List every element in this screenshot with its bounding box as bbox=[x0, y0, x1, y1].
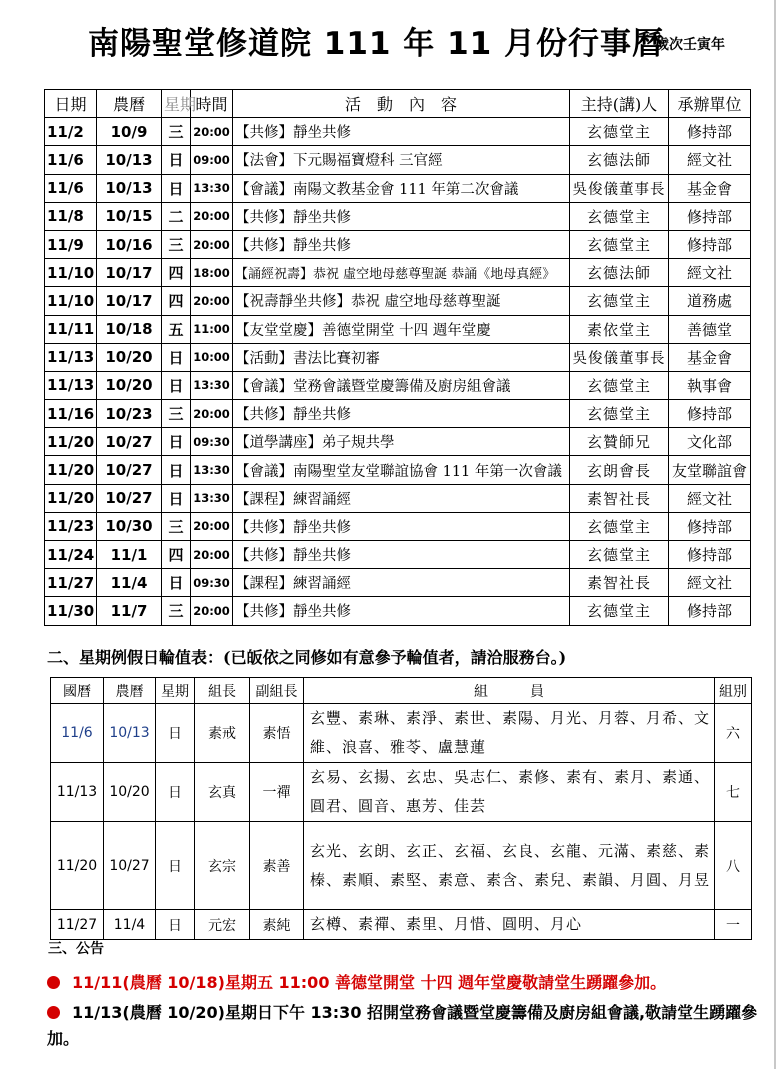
duty-date: 11/13 bbox=[51, 763, 104, 822]
row-time: 09:30 bbox=[191, 569, 233, 597]
row-unit: 修持部 bbox=[669, 230, 751, 258]
duty-row bbox=[51, 822, 752, 910]
bullet-icon bbox=[47, 1006, 60, 1019]
row-host: 玄贊師兄 bbox=[570, 428, 669, 456]
duty-table bbox=[50, 677, 752, 940]
duty-heading: 二、星期例假日輪值表：(已皈依之同修如有意參予輪值者，請洽服務台。) bbox=[47, 648, 567, 667]
duty-deputy: 素悟 bbox=[250, 704, 304, 763]
duty-members: 玄光、玄朗、玄正、玄福、玄良、玄龍、元滿、素慈、素榛、素順、素堅、素意、素含、素兒、素韻、月圓、月昱 bbox=[304, 822, 715, 910]
row-activity: 【共修】靜坐共修 bbox=[233, 202, 570, 230]
row-weekday: 日 bbox=[162, 146, 191, 174]
col-weekday: 星期 bbox=[162, 90, 191, 118]
row-host: 玄德堂主 bbox=[570, 287, 669, 315]
row-host: 玄德堂主 bbox=[570, 597, 669, 625]
row-weekday: 三 bbox=[162, 230, 191, 258]
row-date: 11/24 bbox=[45, 541, 97, 569]
schedule-row bbox=[45, 484, 751, 512]
row-activity: 【友堂堂慶】善德堂開堂 十四 週年堂慶 bbox=[233, 315, 570, 343]
duty-members: 玄豐、素琳、素淨、素世、素陽、月光、月蓉、月希、文維、浪喜、雅苓、盧慧蓮 bbox=[304, 704, 715, 763]
schedule-row bbox=[45, 597, 751, 625]
row-host: 玄德堂主 bbox=[570, 541, 669, 569]
duty-date: 11/20 bbox=[51, 822, 104, 910]
row-unit: 修持部 bbox=[669, 400, 751, 428]
row-time: 20:00 bbox=[191, 541, 233, 569]
schedule-row bbox=[45, 287, 751, 315]
row-unit: 經文社 bbox=[669, 569, 751, 597]
row-host: 玄德堂主 bbox=[570, 202, 669, 230]
notice-text: 11/13(農曆 10/20)星期日下午 13:30 招開堂務會議暨堂慶籌備及廚房組會議,敬請堂生踴躍參加。 bbox=[47, 1003, 758, 1048]
row-host: 玄德法師 bbox=[570, 146, 669, 174]
duty-lunar: 10/13 bbox=[104, 704, 156, 763]
row-activity: 【共修】靜坐共修 bbox=[233, 541, 570, 569]
row-activity: 【誦經祝壽】恭祝 虛空地母慈尊聖誕 恭誦《地母真經》 bbox=[233, 259, 570, 287]
row-weekday: 三 bbox=[162, 400, 191, 428]
row-activity: 【法會】下元賜福寶燈科 三官經 bbox=[233, 146, 570, 174]
row-lunar: 10/20 bbox=[97, 343, 162, 371]
row-date: 11/30 bbox=[45, 597, 97, 625]
row-lunar: 10/30 bbox=[97, 512, 162, 540]
notice-text: 11/11(農曆 10/18)星期五 11:00 善德堂開堂 十四 週年堂慶敬請堂生踴躍參加。 bbox=[72, 973, 667, 992]
schedule-row bbox=[45, 569, 751, 597]
row-weekday: 三 bbox=[162, 512, 191, 540]
schedule-row bbox=[45, 315, 751, 343]
row-lunar: 10/15 bbox=[97, 202, 162, 230]
duty-leader: 素戒 bbox=[195, 704, 250, 763]
schedule-row bbox=[45, 400, 751, 428]
duty-deputy: 素善 bbox=[250, 822, 304, 910]
row-time: 11:00 bbox=[191, 315, 233, 343]
row-time: 20:00 bbox=[191, 597, 233, 625]
schedule-row bbox=[45, 146, 751, 174]
row-lunar: 10/17 bbox=[97, 259, 162, 287]
row-unit: 基金會 bbox=[669, 343, 751, 371]
row-date: 11/10 bbox=[45, 259, 97, 287]
duty-group: 六 bbox=[715, 704, 752, 763]
duty-lunar: 10/20 bbox=[104, 763, 156, 822]
row-activity: 【共修】靜坐共修 bbox=[233, 512, 570, 540]
duty-leader: 玄真 bbox=[195, 763, 250, 822]
duty-weekday: 日 bbox=[156, 910, 195, 940]
row-activity: 【共修】靜坐共修 bbox=[233, 118, 570, 146]
row-lunar: 10/16 bbox=[97, 230, 162, 258]
duty-deputy: 素純 bbox=[250, 910, 304, 940]
duty-col-group: 組別 bbox=[715, 678, 752, 704]
schedule-row bbox=[45, 259, 751, 287]
col-activity: 活 動 內 容 bbox=[233, 90, 570, 118]
row-unit: 經文社 bbox=[669, 484, 751, 512]
duty-leader: 元宏 bbox=[195, 910, 250, 940]
row-weekday: 日 bbox=[162, 484, 191, 512]
duty-row bbox=[51, 910, 752, 940]
schedule-row bbox=[45, 343, 751, 371]
row-host: 玄德堂主 bbox=[570, 512, 669, 540]
row-date: 11/9 bbox=[45, 230, 97, 258]
row-unit: 修持部 bbox=[669, 118, 751, 146]
schedule-row bbox=[45, 118, 751, 146]
row-date: 11/10 bbox=[45, 287, 97, 315]
row-unit: 友堂聯誼會 bbox=[669, 456, 751, 484]
row-weekday: 五 bbox=[162, 315, 191, 343]
row-unit: 修持部 bbox=[669, 541, 751, 569]
schedule-row bbox=[45, 202, 751, 230]
schedule-header-row bbox=[45, 90, 751, 118]
row-date: 11/20 bbox=[45, 484, 97, 512]
row-lunar: 10/20 bbox=[97, 371, 162, 399]
duty-date: 11/27 bbox=[51, 910, 104, 940]
row-host: 玄德法師 bbox=[570, 259, 669, 287]
col-lunar: 農曆 bbox=[97, 90, 162, 118]
row-date: 11/13 bbox=[45, 371, 97, 399]
duty-weekday: 日 bbox=[156, 822, 195, 910]
col-date: 日期 bbox=[45, 90, 97, 118]
row-time: 18:00 bbox=[191, 259, 233, 287]
duty-lunar: 10/27 bbox=[104, 822, 156, 910]
col-unit: 承辦單位 bbox=[669, 90, 751, 118]
row-unit: 經文社 bbox=[669, 259, 751, 287]
row-lunar: 10/23 bbox=[97, 400, 162, 428]
row-activity: 【共修】靜坐共修 bbox=[233, 400, 570, 428]
row-host: 玄德堂主 bbox=[570, 371, 669, 399]
row-weekday: 日 bbox=[162, 174, 191, 202]
notice-heading: 三、公告 bbox=[48, 941, 104, 957]
row-weekday: 日 bbox=[162, 343, 191, 371]
duty-date: 11/6 bbox=[51, 704, 104, 763]
row-time: 13:30 bbox=[191, 371, 233, 399]
row-weekday: 日 bbox=[162, 428, 191, 456]
duty-col-leader: 組長 bbox=[195, 678, 250, 704]
row-lunar: 10/13 bbox=[97, 174, 162, 202]
duty-deputy: 一禪 bbox=[250, 763, 304, 822]
schedule-row bbox=[45, 456, 751, 484]
row-lunar: 11/4 bbox=[97, 569, 162, 597]
schedule-row bbox=[45, 230, 751, 258]
row-unit: 修持部 bbox=[669, 202, 751, 230]
row-lunar: 10/13 bbox=[97, 146, 162, 174]
notice-item bbox=[47, 1000, 767, 1052]
row-time: 13:30 bbox=[191, 484, 233, 512]
row-host: 玄德堂主 bbox=[570, 118, 669, 146]
row-activity: 【會議】堂務會議暨堂慶籌備及廚房組會議 bbox=[233, 371, 570, 399]
row-time: 10:00 bbox=[191, 343, 233, 371]
row-unit: 善德堂 bbox=[669, 315, 751, 343]
row-date: 11/20 bbox=[45, 456, 97, 484]
row-unit: 執事會 bbox=[669, 371, 751, 399]
row-date: 11/27 bbox=[45, 569, 97, 597]
schedule-row bbox=[45, 512, 751, 540]
row-date: 11/8 bbox=[45, 202, 97, 230]
row-lunar: 11/1 bbox=[97, 541, 162, 569]
row-weekday: 四 bbox=[162, 541, 191, 569]
page-edge-divider bbox=[774, 0, 776, 1069]
page-title: 南陽聖堂修道院 111 年 11 月份行事曆 bbox=[88, 26, 665, 62]
row-activity: 【活動】書法比賽初審 bbox=[233, 343, 570, 371]
row-time: 09:00 bbox=[191, 146, 233, 174]
row-unit: 修持部 bbox=[669, 512, 751, 540]
row-time: 20:00 bbox=[191, 287, 233, 315]
row-host: 玄德堂主 bbox=[570, 230, 669, 258]
row-date: 11/6 bbox=[45, 174, 97, 202]
row-activity: 【道學講座】弟子規共學 bbox=[233, 428, 570, 456]
row-time: 13:30 bbox=[191, 456, 233, 484]
col-time: 時間 bbox=[191, 90, 233, 118]
row-time: 09:30 bbox=[191, 428, 233, 456]
row-time: 20:00 bbox=[191, 230, 233, 258]
row-date: 11/2 bbox=[45, 118, 97, 146]
row-time: 13:30 bbox=[191, 174, 233, 202]
row-lunar: 10/27 bbox=[97, 484, 162, 512]
row-weekday: 四 bbox=[162, 287, 191, 315]
row-weekday: 二 bbox=[162, 202, 191, 230]
row-host: 吳俊儀董事長 bbox=[570, 174, 669, 202]
row-host: 玄德堂主 bbox=[570, 400, 669, 428]
duty-members: 玄易、玄揚、玄忠、吳志仁、素修、素有、素月、素通、圓君、圓音、惠芳、佳芸 bbox=[304, 763, 715, 822]
duty-col-weekday: 星期 bbox=[156, 678, 195, 704]
row-unit: 道務處 bbox=[669, 287, 751, 315]
duty-row bbox=[51, 704, 752, 763]
row-host: 素依堂主 bbox=[570, 315, 669, 343]
row-activity: 【共修】靜坐共修 bbox=[233, 230, 570, 258]
row-lunar: 10/27 bbox=[97, 456, 162, 484]
row-weekday: 三 bbox=[162, 597, 191, 625]
duty-row bbox=[51, 763, 752, 822]
row-unit: 基金會 bbox=[669, 174, 751, 202]
row-activity: 【會議】南陽聖堂友堂聯誼協會 111 年第一次會議 bbox=[233, 456, 570, 484]
row-lunar: 10/9 bbox=[97, 118, 162, 146]
row-activity: 【祝壽靜坐共修】恭祝 虛空地母慈尊聖誕 bbox=[233, 287, 570, 315]
duty-col-date: 國曆 bbox=[51, 678, 104, 704]
row-weekday: 日 bbox=[162, 371, 191, 399]
row-unit: 文化部 bbox=[669, 428, 751, 456]
duty-lunar: 11/4 bbox=[104, 910, 156, 940]
row-activity: 【會議】南陽文教基金會 111 年第二次會議 bbox=[233, 174, 570, 202]
page-subtitle: 歲次壬寅年 bbox=[655, 37, 725, 53]
row-activity: 【課程】練習誦經 bbox=[233, 484, 570, 512]
schedule-row bbox=[45, 428, 751, 456]
row-activity: 【課程】練習誦經 bbox=[233, 569, 570, 597]
duty-col-deputy: 副組長 bbox=[250, 678, 304, 704]
row-time: 20:00 bbox=[191, 400, 233, 428]
duty-group: 八 bbox=[715, 822, 752, 910]
row-lunar: 10/17 bbox=[97, 287, 162, 315]
row-unit: 經文社 bbox=[669, 146, 751, 174]
row-date: 11/20 bbox=[45, 428, 97, 456]
row-weekday: 三 bbox=[162, 118, 191, 146]
duty-header-row bbox=[51, 678, 752, 704]
duty-weekday: 日 bbox=[156, 763, 195, 822]
row-activity: 【共修】靜坐共修 bbox=[233, 597, 570, 625]
row-host: 玄朗會長 bbox=[570, 456, 669, 484]
duty-col-lunar: 農曆 bbox=[104, 678, 156, 704]
row-date: 11/6 bbox=[45, 146, 97, 174]
row-time: 20:00 bbox=[191, 118, 233, 146]
row-date: 11/13 bbox=[45, 343, 97, 371]
row-lunar: 10/27 bbox=[97, 428, 162, 456]
duty-members: 玄樽、素禪、素里、月惜、圓明、月心 bbox=[304, 910, 715, 940]
row-host: 素智社長 bbox=[570, 484, 669, 512]
row-date: 11/16 bbox=[45, 400, 97, 428]
duty-weekday: 日 bbox=[156, 704, 195, 763]
row-time: 20:00 bbox=[191, 512, 233, 540]
schedule-row bbox=[45, 541, 751, 569]
row-time: 20:00 bbox=[191, 202, 233, 230]
row-host: 素智社長 bbox=[570, 569, 669, 597]
row-date: 11/11 bbox=[45, 315, 97, 343]
duty-group: 一 bbox=[715, 910, 752, 940]
schedule-row bbox=[45, 371, 751, 399]
row-date: 11/23 bbox=[45, 512, 97, 540]
row-weekday: 四 bbox=[162, 259, 191, 287]
row-weekday: 日 bbox=[162, 456, 191, 484]
duty-leader: 玄宗 bbox=[195, 822, 250, 910]
row-lunar: 10/18 bbox=[97, 315, 162, 343]
notice-item bbox=[47, 970, 666, 993]
row-weekday: 日 bbox=[162, 569, 191, 597]
row-unit: 修持部 bbox=[669, 597, 751, 625]
row-lunar: 11/7 bbox=[97, 597, 162, 625]
schedule-table bbox=[44, 89, 751, 626]
duty-group: 七 bbox=[715, 763, 752, 822]
col-host: 主持(講)人 bbox=[570, 90, 669, 118]
schedule-row bbox=[45, 174, 751, 202]
duty-col-members: 組 員 bbox=[304, 678, 715, 704]
bullet-icon bbox=[47, 976, 60, 989]
row-host: 吳俊儀董事長 bbox=[570, 343, 669, 371]
